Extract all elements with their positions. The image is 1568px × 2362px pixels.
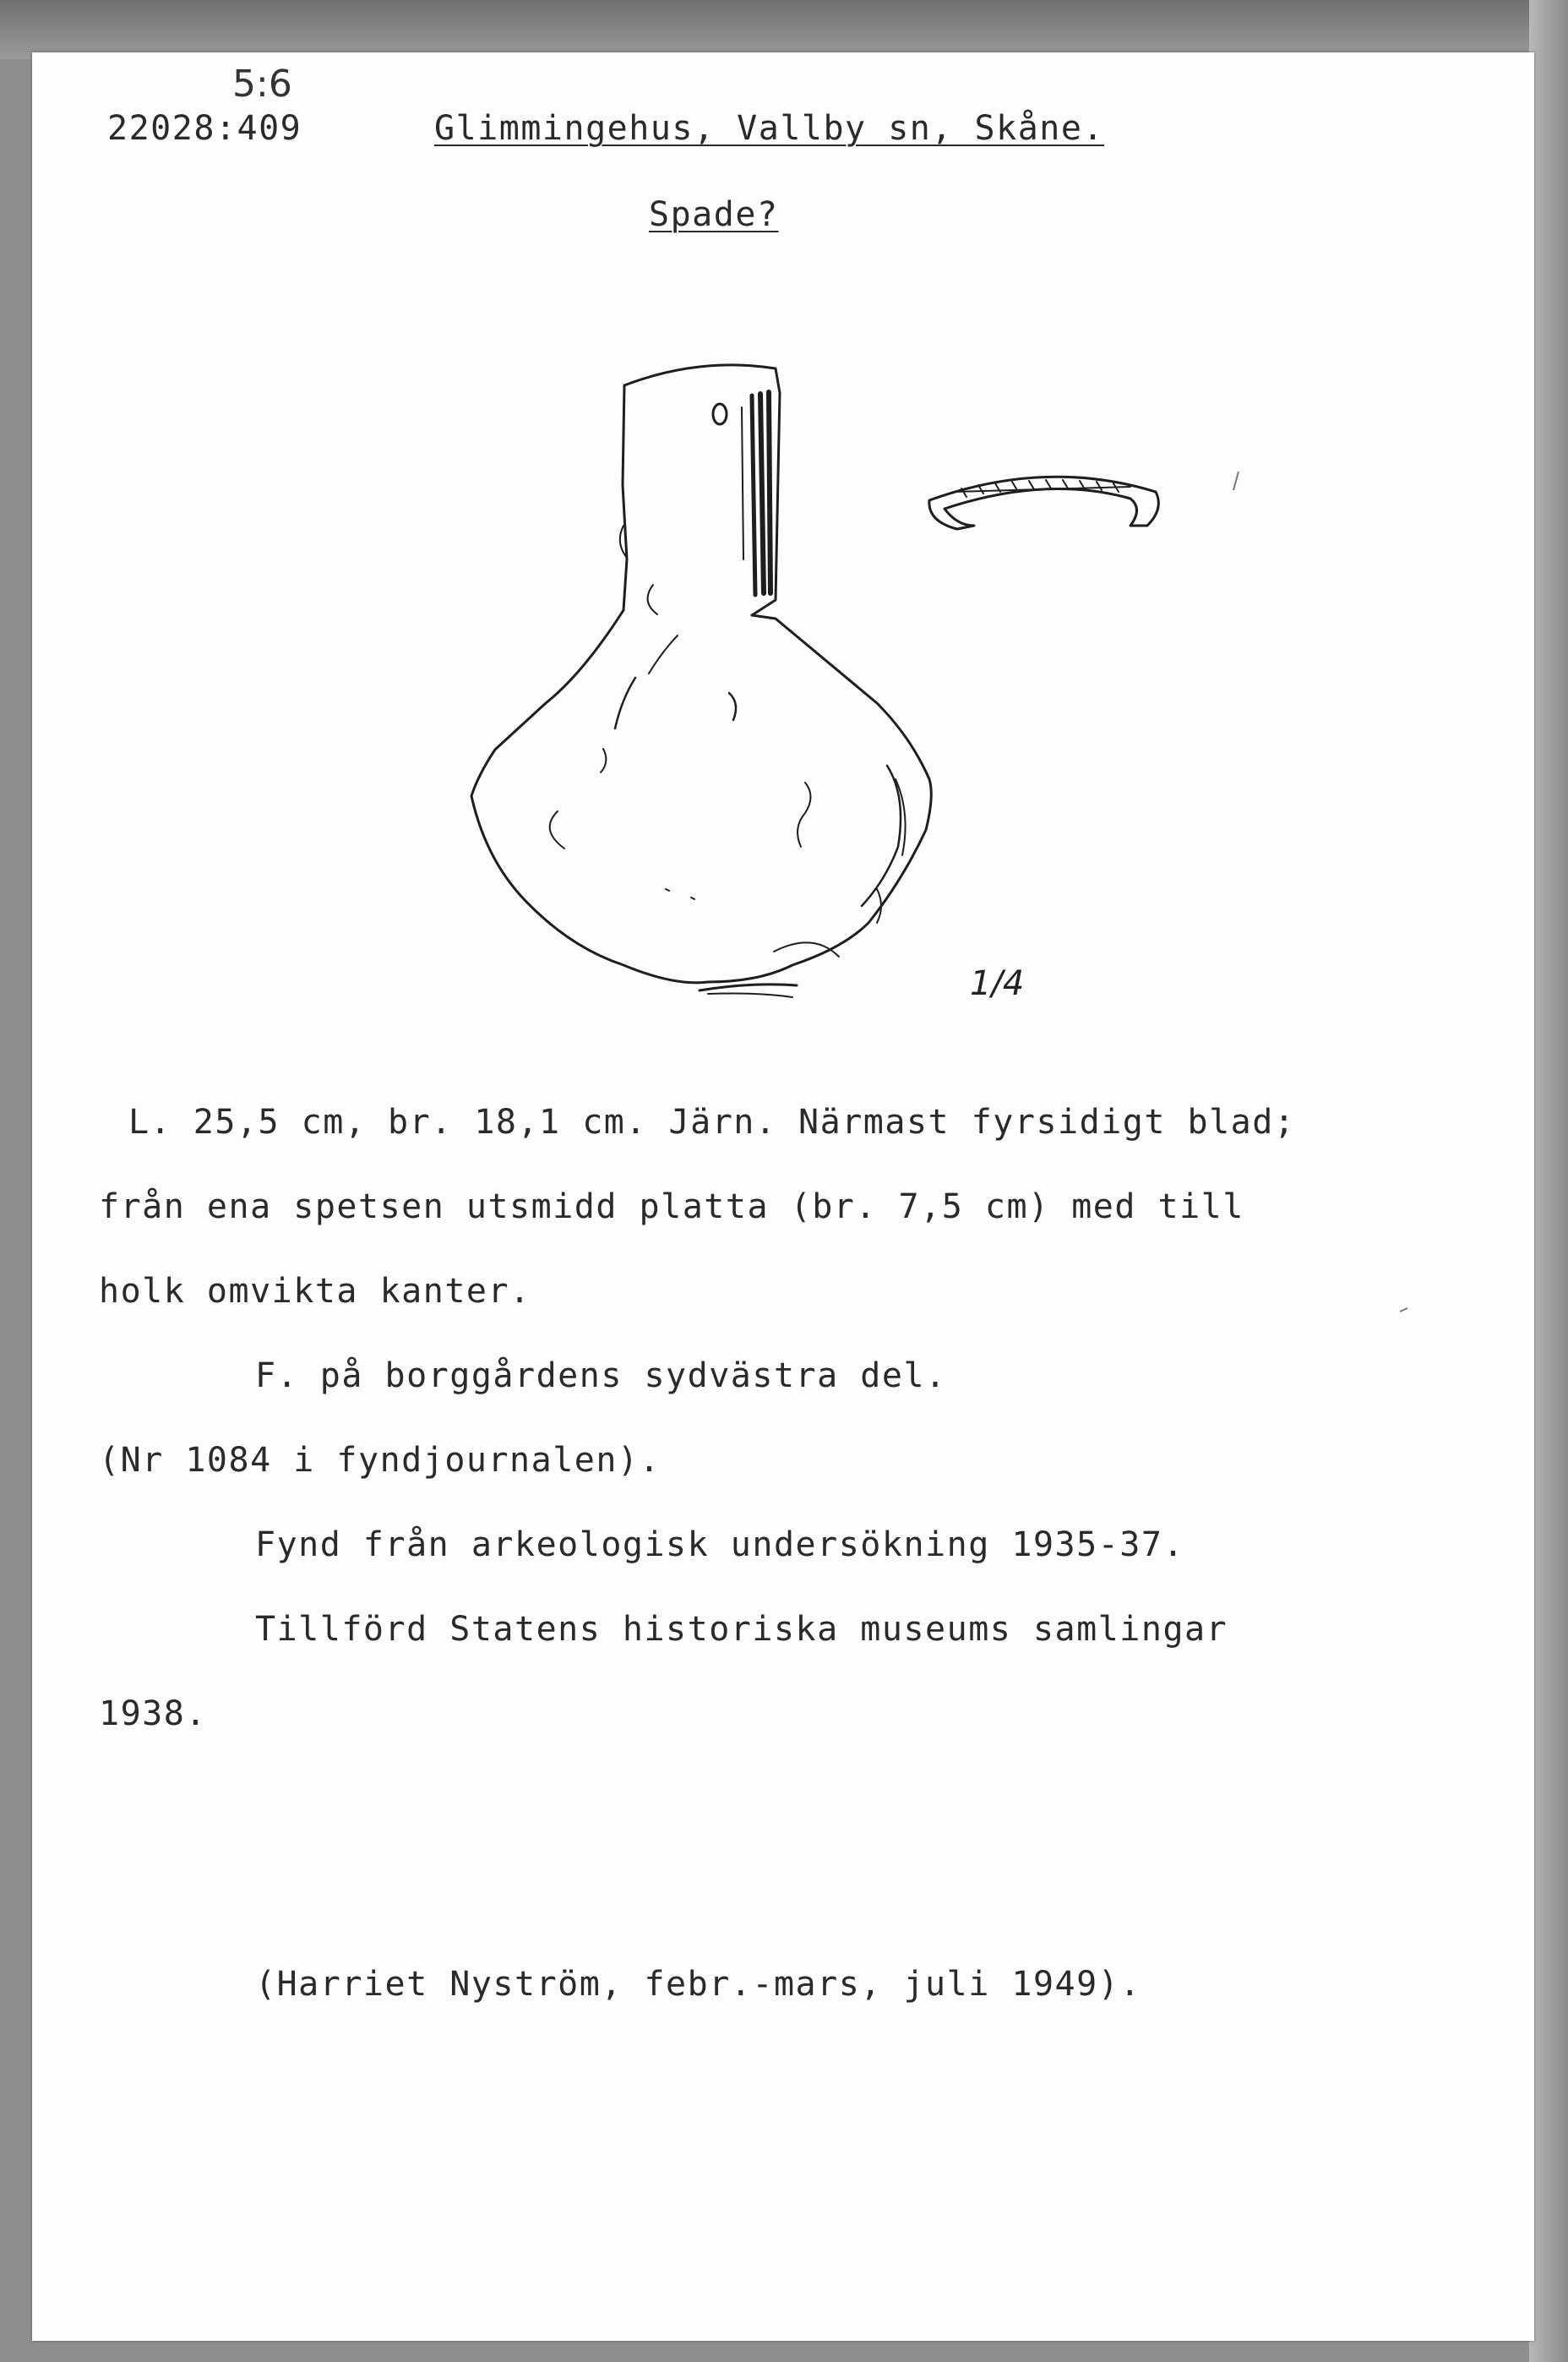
socket-cross-section xyxy=(929,477,1158,529)
author-line: (Harriet Nyström, febr.-mars, juli 1949). xyxy=(255,1965,1141,2004)
description-line-1: L. 25,5 cm, br. 18,1 cm. Järn. Närmast fyrsidigt blad; xyxy=(128,1103,1296,1142)
site-heading: Glimmingehus, Vallby sn, Skåne. xyxy=(434,109,1105,148)
catalog-number: 22028:409 xyxy=(107,109,302,148)
drawing-scale: 1/4 xyxy=(970,964,1025,1003)
description-line-2: från ena spetsen utsmidd platta (br. 7,5 cm) med till xyxy=(99,1187,1244,1226)
description-line-7: Tillförd Statens historiska museums samlingar xyxy=(255,1610,1228,1649)
description-line-4: F. på borggårdens sydvästra del. xyxy=(255,1356,947,1395)
blade-outline xyxy=(471,610,931,983)
handwritten-mark: 5:6 xyxy=(232,63,292,106)
description-line-5: (Nr 1084 i fyndjournalen). xyxy=(99,1441,662,1480)
tang-hole xyxy=(713,404,727,424)
catalog-card xyxy=(32,52,1534,2341)
scan-background-top xyxy=(0,0,1568,59)
description-line-3: holk omvikta kanter. xyxy=(99,1272,531,1311)
scan-background-right xyxy=(1529,0,1568,2362)
object-name: Spade? xyxy=(649,195,779,234)
description-line-8: 1938. xyxy=(99,1694,207,1733)
description-line-6: Fynd från arkeologisk undersökning 1935-37. xyxy=(255,1525,1185,1564)
